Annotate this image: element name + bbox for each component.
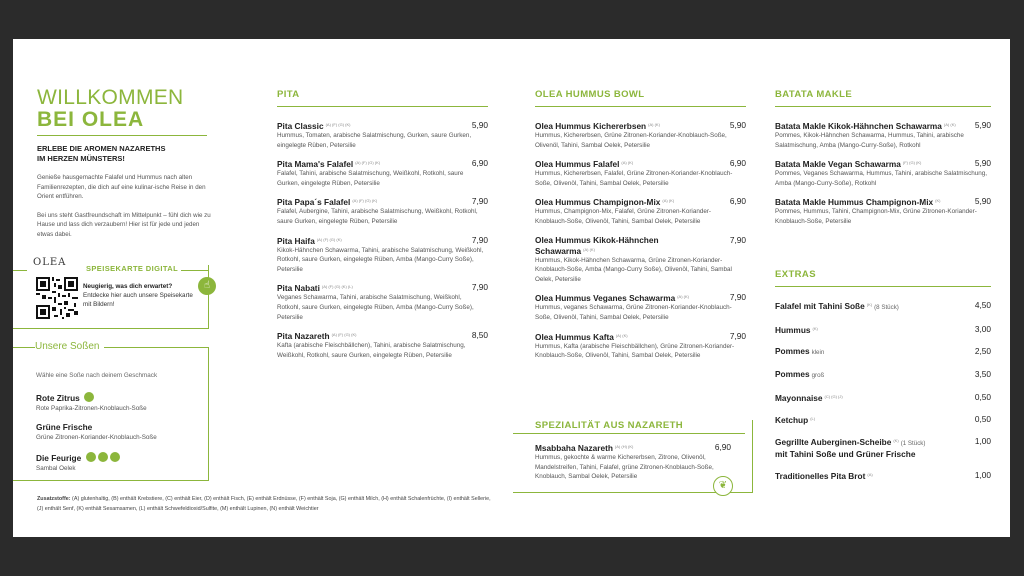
item-name: Olea Hummus Veganes Schawarma (535, 293, 676, 304)
batata-list (775, 120, 991, 227)
item-name: Hummus (775, 325, 811, 335)
item-desc: Hummus, Kichererbsen, Grüne Zitronen-Koriander-Knoblauch-Soße, Olivenöl, Tahini, Sambal Oelek, Petersilie (535, 132, 727, 149)
allergen-codes: (A) (K) (677, 294, 689, 300)
menu-item (775, 300, 991, 313)
pita-list (277, 120, 488, 360)
chili-icon (110, 452, 120, 462)
allergen-codes: (A) (F) (G) (K) (331, 332, 357, 338)
item-price: 6,90 (729, 158, 746, 169)
batata-section (775, 89, 991, 235)
menu-item (535, 292, 746, 322)
item-price: 2,50 (974, 346, 991, 356)
item-desc: Pommes, Kikok-Hähnchen Schawarma, Hummus, Tahini, arabische Salatmischung, Amba (Mango-Curry-Soße), Rotkohl (775, 132, 964, 149)
menu-item (535, 442, 731, 482)
extras-list (775, 300, 991, 481)
item-price: 6,90 (471, 158, 488, 169)
menu-item (775, 120, 991, 150)
pita-title: PITA (277, 89, 300, 100)
item-name: Batata Makle Kikok-Hähnchen Schawarma (775, 121, 942, 131)
allergen-footnote (37, 495, 497, 514)
item-price: 3,00 (974, 324, 991, 334)
item-desc: Hummus, gekochte & warme Kichererbsen, Zitrone, Olivenöl, Mandelstreifen, Tahini, Falafel, grüne Zitronen-Knoblauch-Soße, Knoblauch, Sambal Oelek, Petersilie (535, 454, 714, 481)
item-name: Mayonnaise (775, 393, 823, 403)
menu-item (775, 470, 991, 481)
sauce-item (36, 422, 201, 441)
welcome-title-line1: WILLKOMMEN (37, 86, 184, 109)
qr-code-icon[interactable] (36, 277, 78, 319)
item-price: 1,00 (974, 470, 991, 480)
chili-icon (84, 392, 94, 402)
sauce-desc: Rote Paprika-Zitronen-Knoblauch-Soße (36, 405, 147, 412)
sauce-name: Grüne Frische (36, 422, 93, 432)
allergen-codes: (A) (F) (G) (K) (325, 122, 351, 127)
menu-item (775, 436, 991, 459)
divider (513, 433, 745, 434)
item-price: 6,90 (729, 196, 746, 207)
item-price: 7,90 (729, 292, 746, 303)
allergen-codes: (L) (810, 416, 816, 421)
allergen-codes: (K) (812, 326, 818, 331)
pita-section (277, 89, 488, 368)
item-name: Ketchup (775, 415, 809, 425)
item-price: 7,90 (471, 234, 488, 245)
menu-item (775, 392, 991, 403)
item-price: 0,50 (974, 392, 991, 402)
digital-menu-text (83, 282, 201, 309)
digital-menu-box (13, 257, 211, 329)
item-name: Pita Nabati (277, 283, 320, 294)
item-quantity: klein (811, 349, 825, 356)
item-name: Traditionelles Pita Brot (775, 471, 866, 481)
menu-item (775, 369, 991, 381)
chili-icon (86, 452, 96, 462)
sauces-title: Unsere Soßen (35, 341, 104, 352)
allergen-codes: (K) (935, 198, 941, 204)
allergen-codes: (A) (K) (648, 122, 660, 127)
item-desc: Hummus, Tomaten, arabische Salatmischung, Gurken, saure Gurken, eingelegte Rüben, Petersilie (277, 132, 472, 149)
menu-item (775, 196, 991, 226)
item-name: Pommes (775, 369, 810, 379)
welcome-section (37, 87, 212, 240)
bowl-list (535, 120, 746, 361)
speciality-title: SPEZIALITÄT AUS NAZARETH (535, 420, 684, 431)
allergen-codes: (A) (F) (G) (K) (352, 198, 378, 204)
item-price: 5,90 (729, 120, 746, 130)
sauces-subtitle: Wähle eine Soße nach deinem Geschmack (36, 372, 158, 379)
welcome-paragraph-1: Genieße hausgemachte Falafel und Hummus nach alten Familienrezepten, die dich auf eine kulinar-ische Reise in den Orient entführen. (37, 174, 206, 201)
digital-menu-description: Entdecke hier auch unsere Speisekarte mit Bildern! (83, 292, 193, 308)
item-name: Batata Makle Vegan Schawarma (775, 159, 901, 170)
footnote-label: Zusatzstoffe: (37, 496, 71, 502)
menu-item (277, 235, 488, 275)
item-desc: Kafta (arabische Fleischbällchen), Tahini, arabische Salatmischung, Weißkohl, Rotkohl, saure Gurken, eingelegte Rüben, Petersilie (277, 342, 466, 359)
sauce-desc: Grüne Zitronen-Koriander-Knoblauch-Soße (36, 434, 157, 441)
divider (775, 106, 991, 107)
item-desc: Veganes Schawarma, Tahini, arabische Salatmischung, Weißkohl, Rotkohl, saure Gurken, eingelegte Rüben, Amba (Mango-Curry Soße), Petersilie (277, 294, 474, 321)
item-name: Pita Papa´s Falafel (277, 197, 351, 208)
item-price: 1,00 (974, 436, 991, 446)
item-price: 6,90 (714, 442, 731, 452)
allergen-codes: (A) (H) (K) (614, 444, 634, 449)
leaf-icon: ❦ (713, 476, 733, 496)
item-name: Falafel mit Tahini Soße (775, 301, 865, 311)
item-quantity: (8 Stück) (874, 304, 899, 311)
extras-section (775, 269, 991, 492)
digital-menu-question: Neugierig, was dich erwartet? (83, 283, 173, 290)
welcome-title-line2: BEI OLEA (37, 108, 145, 131)
menu-item (535, 158, 746, 188)
item-name-continued: mit Tahini Soße und Grüner Frische (775, 449, 916, 459)
chili-icon (98, 452, 108, 462)
divider (277, 106, 488, 107)
item-price: 5,90 (974, 196, 991, 207)
item-name: Gegrillte Auberginen-Scheibe (775, 437, 892, 447)
menu-page (13, 39, 1010, 537)
item-name: Pommes (775, 346, 810, 356)
sauce-name: Rote Zitrus (36, 393, 80, 403)
olea-logo: OLEA (33, 257, 67, 268)
allergen-codes: (A) (K) (583, 246, 595, 252)
sauce-item (36, 452, 201, 472)
item-price: 7,90 (729, 234, 746, 245)
item-name: Olea Hummus Falafel (535, 159, 620, 170)
menu-item (277, 196, 488, 226)
menu-item (277, 158, 488, 188)
bowl-title: OLEA HUMMUS BOWL (535, 89, 645, 100)
item-desc: Hummus, Champignon-Mix, Falafel, Grüne Zitronen-Koriander-Knoblauch-Soße, Olivenöl, Tahini, Sambal Oelek, Petersilie (535, 208, 712, 225)
extras-title: EXTRAS (775, 269, 816, 280)
menu-item (277, 120, 488, 150)
item-name: Olea Hummus Champignon-Mix (535, 197, 661, 208)
menu-item (775, 346, 991, 358)
item-desc: Falafel, Tahini, arabische Salatmischung, Weißkohl, Rotkohl, saure Gurken, eingelegte Rüben, Petersilie (277, 170, 464, 187)
divider (535, 106, 746, 107)
allergen-codes: (A) (K) (615, 332, 628, 338)
allergen-codes: (A) (F) (G) (K) (355, 160, 381, 166)
bowl-section (535, 89, 746, 369)
item-price: 4,50 (974, 300, 991, 310)
divider (13, 270, 27, 271)
allergen-codes: (F) (G) (K) (902, 160, 922, 166)
item-name: Olea Hummus Kichererbsen (535, 121, 647, 131)
item-price: 5,90 (471, 120, 488, 130)
item-name: Pita Classic (277, 121, 324, 131)
allergen-codes: (K) (893, 438, 899, 443)
item-name: Pita Haifa (277, 235, 315, 246)
item-price: 5,90 (974, 158, 991, 169)
menu-item (775, 158, 991, 188)
allergen-codes: (A) (K) (662, 198, 675, 204)
item-price: 7,90 (471, 282, 488, 293)
welcome-subtitle-line2: IM HERZEN MÜNSTERS! (37, 154, 125, 163)
footnote-text: (A) glutenhaltig, (B) enthält Krebstiere, (C) enthält Eier, (D) enthält Fisch, (E) enthält Erdnüsse, (F) enthält Soja, (G) enthält Milch, (H) enthält Schalenfrüchte, (I) enthält Sellerie, (J) enthält Senf, (K) enthält Sesamsamen, (L) enthält Schwefeldioxid/Sulfite, (M) enthält Lupinen, (N) enthält Weichtier (37, 496, 491, 512)
item-price: 3,50 (974, 369, 991, 379)
digital-menu-title: SPEISEKARTE DIGITAL (83, 264, 181, 273)
allergen-codes: (A) (K) (943, 122, 956, 127)
item-name: Msabbaha Nazareth (535, 443, 613, 453)
item-name: Olea Hummus Kikok-Hähnchen Schawarma (535, 234, 659, 256)
item-desc: Pommes, Veganes Schawarma, Hummus, Tahini, arabische Salatmischung, Amba (Mango-Curry-Soße), Rotkohl (775, 170, 987, 187)
item-desc: Hummus, Kikok-Hähnchen Schawarma, Grüne Zitronen-Koriander-Knoblauch-Soße, Amba (Mango-Curry Soße), Olivenöl, Tahini, Sambal Oelek, Petersilie (535, 256, 732, 283)
menu-item (775, 324, 991, 335)
item-desc: Falafel, Aubergine, Tahini, arabische Salatmischung, Weißkohl, Rotkohl, saure Gurken, eingelegte Rüben, Petersilie (277, 208, 478, 225)
item-quantity: groß (811, 372, 825, 379)
menu-item (775, 414, 991, 425)
sauce-item (36, 392, 201, 412)
item-price: 5,90 (974, 120, 991, 130)
item-name: Olea Hummus Kafta (535, 331, 614, 342)
sauces-box (13, 341, 209, 481)
item-price: 7,90 (729, 330, 746, 341)
item-name: Pita Nazareth (277, 331, 330, 342)
allergen-codes: (K) (866, 302, 873, 307)
menu-item (535, 196, 746, 226)
item-desc: Kikok-Hähnchen Schawarma, Tahini, arabische Salatmischung, Weißkohl, Rotkohl, saure Gurken, eingelegte Rüben, Amba (Mango-Curry Soße), Petersilie (277, 246, 484, 273)
allergen-codes: (A) (K) (621, 160, 634, 166)
item-name: Pita Mama's Falafel (277, 159, 354, 170)
item-quantity: (1 Stück) (900, 440, 926, 447)
hand-pointer-icon: ☝ (198, 277, 216, 295)
menu-item (277, 282, 488, 322)
menu-item (535, 120, 746, 150)
allergen-codes: (A) (F) (G) (K) (316, 236, 342, 242)
item-desc: Hummus, veganes Schawarma, Grüne Zitronen-Koriander-Knoblauch-Soße, Olivenöl, Tahini, Sambal Oelek, Petersilie (535, 304, 732, 321)
divider (775, 286, 991, 287)
allergen-codes: (C) (G) (J) (824, 394, 843, 399)
welcome-subtitle (37, 144, 212, 164)
allergen-codes: (A) (867, 472, 873, 477)
item-desc: Pommes, Hummus, Tahini, Champignon-Mix, Grüne Zitronen-Koriander-Knoblauch-Soße, Petersilie (775, 208, 977, 225)
batata-title: BATATA MAKLE (775, 89, 853, 100)
item-desc: Hummus, Kichererbsen, Falafel, Grüne Zitronen-Koriander-Knoblauch-Soße, Olivenöl, Tahini, Sambal Oelek, Petersilie (535, 170, 733, 187)
sauce-desc: Sambal Oelek (36, 465, 76, 472)
sauce-name: Die Feurige (36, 453, 82, 463)
menu-item (535, 235, 746, 285)
menu-item (277, 330, 488, 360)
menu-item (535, 331, 746, 361)
item-price: 8,50 (471, 330, 488, 341)
divider (37, 135, 207, 136)
item-price: 0,50 (974, 414, 991, 424)
allergen-codes: (A) (F) (G) (K) (L) (321, 284, 353, 290)
item-price: 7,90 (471, 196, 488, 207)
item-name: Batata Makle Hummus Champignon-Mix (775, 197, 934, 208)
welcome-paragraph-2: Bei uns steht Gastfreundschaft im Mittelpunkt – fühl dich wie zu Hause und lass dich verzaubern! Hier ist für jede und jeden etwas dabei. (37, 211, 211, 238)
welcome-subtitle-line1: ERLEBE DIE AROMEN NAZARETHS (37, 144, 166, 153)
item-desc: Hummus, Kafta (arabische Fleischbällchen), Grüne Zitronen-Koriander-Knoblauch-Soße, Olivenöl, Tahini, Sambal Oelek, Petersilie (535, 342, 735, 360)
